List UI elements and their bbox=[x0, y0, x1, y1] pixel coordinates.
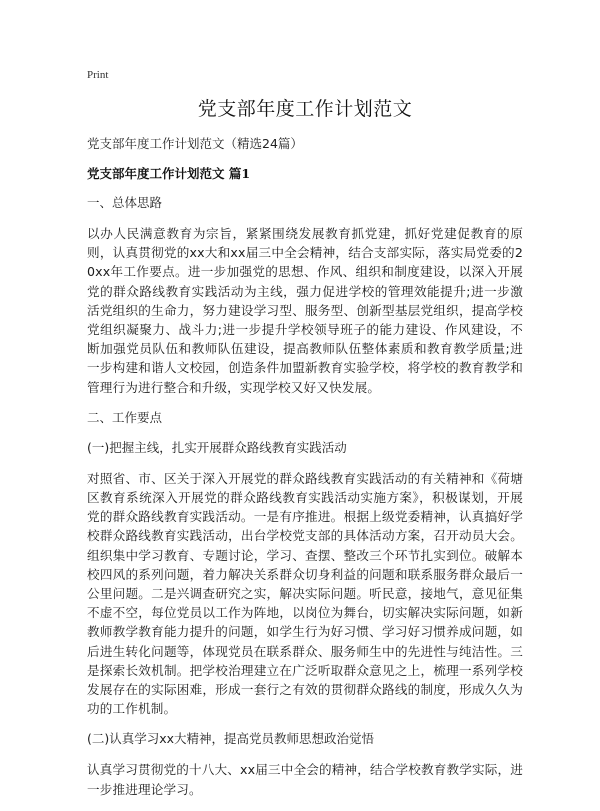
subsection-heading-1: (一)把握主线，扎实开展群众路线教育实践活动 bbox=[87, 439, 347, 455]
section-heading-work-points: 二、工作要点 bbox=[87, 409, 163, 425]
document-page bbox=[87, 68, 523, 811]
print-label[interactable]: Print bbox=[87, 69, 109, 81]
paragraph-subsection-1: 对照省、市、区关于深入开展党的群众路线教育实践活动的有关精神和《荷塘区教育系统深入开展党的群众路线教育实践活动实施方案》，积极谋划，开展党的群众路线教育实践活动。一是有序推进。根据上级党委精神，认真搞好学校群众路线教育实践活动，出台学校党支部的具体活动方案，召开动员大会。组织集中学习教育、专题讨论，学习、查摆、整改三个环节扎实到位。破解本校四风的系列问题，着力解决关系群众切身利益的问题和联系服务群众最后一公里问题。二是兴调查研究之实，解决实际问题。听民意，接地气，意见征集不虚不空，每位党员以工作为阵地，以岗位为舞台，切实解决实际问题，如新教师教学教育能力提升的问题，如学生行为好习惯、学习好习惯养成问题，如后进生转化问题等，体现党员在联系群众、服务师生中的先进性与纯洁性。三是探索长效机制。把学校治理建立在广泛听取群众意见之上，梳理一系列学校发展存在的实际困难，形成一套行之有效的贯彻群众路线的制度，形成久久为功的工作机制。 bbox=[87, 470, 523, 717]
document-title: 党支部年度工作计划范文 bbox=[197, 98, 413, 120]
document-subtitle: 党支部年度工作计划范文（精选24篇） bbox=[87, 136, 303, 151]
section-heading-overall-approach: 一、总体思路 bbox=[87, 195, 163, 210]
subsection-heading-2: (二)认真学习xx大精神，提高党员教师思想政治觉悟 bbox=[87, 731, 375, 747]
article-heading: 党支部年度工作计划范文 篇1 bbox=[87, 166, 251, 181]
paragraph-subsection-2: 认真学习贯彻党的十八大、xx届三中全会的精神，结合学校教育教学实际，进一步推进理论学习。 bbox=[87, 762, 523, 797]
paragraph-overall-approach: 以办人民满意教育为宗旨，紧紧围绕发展教育抓党建，抓好党建促教育的原则，认真贯彻党的xx大和xx届三中全会精神，结合支部实际，落实局党委的20xx年工作要点。进一步加强党的思想、作风、组织和制度建设，以深入开展党的群众路线教育实践活动为主线，强力促进学校的管理效能提升;进一步激活党组织的生命力，努力建设学习型、服务型、创新型基层党组织，提高学校党组织凝聚力、战斗力;进一步提升学校领导班子的能力建设、作风建设，不断加强党员队伍和教师队伍建设，提高教师队伍整体素质和教育教学质量;进一步构建和谐人文校园，创造条件加盟新教育实验学校，将学校的教育教学和管理行为进行整合和升级，实现学校又好又快发展。 bbox=[87, 226, 523, 395]
